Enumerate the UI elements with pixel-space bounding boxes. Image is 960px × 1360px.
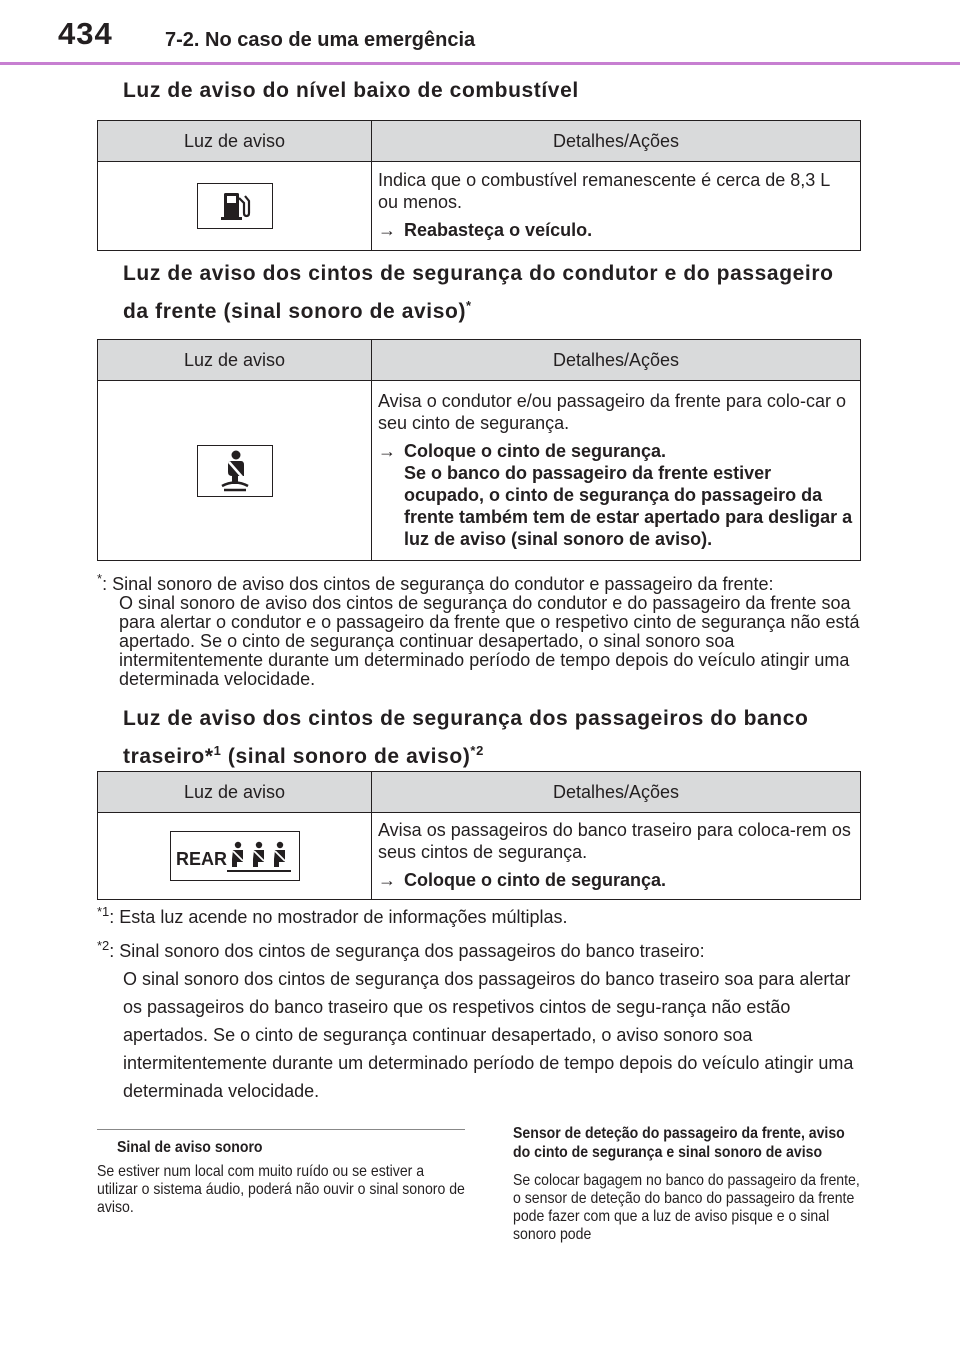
footnote-marker: *1 [97, 904, 110, 919]
footnote-rear-1 [97, 903, 867, 931]
arrow-icon: → [378, 870, 396, 890]
table-header-light: Luz de aviso [98, 121, 372, 162]
footnote-text: O sinal sonoro de aviso dos cintos de segurança do condutor e do passageiro da frente soa para alertar o condutor e o passageiro da frente que o respetivo cinto de segurança não está apertado. Se o cinto de segurança continuar desapertado, o sinal sonoro soa intermitentemente durante um determinado período de tempo depois do veículo atingir uma determinada velocidade. [119, 593, 860, 689]
warning-details: Indica que o combustível remanescente é cerca de 8,3 L ou menos. [378, 170, 830, 212]
warning-details: Avisa o condutor e/ou passageiro da frente para colo-car o seu cinto de segurança. [378, 390, 846, 433]
arrow-icon: → [378, 220, 396, 240]
footnote-text: O sinal sonoro dos cintos de segurança dos passageiros do banco traseiro soa para alertar os passageiros do banco traseiro que os respetivos cintos de segu-rança não estão apertados. Se o cinto de segurança continuar desapertado, o aviso sonoro soa intermitentemente durante um determinado período de tempo depois do veículo atingir uma determinada velocidade. [123, 969, 854, 1101]
table-header-light: Luz de aviso [98, 772, 372, 813]
footnote-marker: * [466, 298, 472, 313]
icon-cell [98, 813, 372, 900]
rear-seatbelt-warning-table [97, 771, 861, 900]
footnote-title-line [97, 937, 867, 965]
fuel-pump-icon [197, 183, 273, 229]
note-left-body [97, 1163, 517, 1217]
heading-text: da frente (sinal sonoro de aviso) [123, 300, 467, 323]
heading-text: traseiro* [123, 745, 214, 768]
page-number: 434 [58, 16, 113, 51]
footnote-marker: 1 [213, 743, 222, 758]
footnote-marker: *2 [470, 743, 484, 758]
note-right [513, 1124, 908, 1244]
rear-seatbelt-icon [170, 831, 300, 881]
footnote-marker: *2 [97, 938, 110, 953]
rear-icon-label: REAR [175, 849, 227, 869]
warning-action [378, 869, 854, 891]
seatbelt-warning-icon [197, 445, 273, 497]
heading-line: Luz de aviso dos cintos de segurança dos passageiros do banco [123, 707, 809, 730]
footnote-front-seatbelt [97, 571, 867, 689]
warning-action [378, 219, 854, 241]
note-text: Se colocar bagagem no banco do passageiro da frente, o sensor de deteção do banco do passageiro da frente pode fazer com que a luz de aviso pisque e o sinal sonoro pode [513, 1172, 860, 1243]
action-text: Coloque o cinto de segurança. [404, 440, 667, 461]
notes-divider [97, 1129, 465, 1130]
heading-text: (sinal sonoro de aviso) [221, 745, 471, 768]
header-divider [0, 62, 960, 65]
arrow-icon: → [378, 440, 396, 461]
footnote-title: : Sinal sonoro dos cintos de segurança dos passageiros do banco traseiro: [109, 941, 705, 961]
front-seatbelt-warning-table [97, 339, 861, 561]
footnote-text: : Esta luz acende no mostrador de informações múltiplas. [109, 907, 568, 927]
detail-cell [372, 381, 861, 561]
footnote-marker: * [97, 571, 103, 586]
table-header-light: Luz de aviso [98, 340, 372, 381]
footnote-rear-2 [97, 937, 867, 1105]
detail-cell [372, 813, 861, 900]
note-title: Sinal de aviso sonoro [117, 1139, 263, 1156]
chapter-title: 7-2. No caso de uma emergência [165, 29, 476, 51]
warning-action [378, 440, 854, 550]
icon-cell [98, 381, 372, 561]
icon-cell [98, 162, 372, 251]
section-heading-front-seatbelt [123, 255, 834, 331]
action-extra-text: Se o banco do passageiro da frente estiver ocupado, o cinto de segurança do passageiro da frente também tem de estar apertado para desligar a luz de aviso (sinal sonoro de aviso). [404, 462, 853, 549]
detail-cell [372, 162, 861, 251]
table-header-details: Detalhes/Ações [372, 121, 861, 162]
section-heading-rear-seatbelt [123, 700, 808, 776]
footnote-title: Sinal sonoro de aviso dos cintos de segurança do condutor e passageiro da frente: [112, 574, 774, 594]
table-header-details: Detalhes/Ações [372, 772, 861, 813]
action-text: Reabasteça o veículo. [404, 220, 593, 240]
action-text: Coloque o cinto de segurança. [404, 870, 667, 890]
footnote-title-line: *: Sinal sonoro de aviso dos cintos de segurança do condutor e passageiro da frente: [97, 571, 774, 594]
fuel-warning-table [97, 120, 861, 251]
table-header-details: Detalhes/Ações [372, 340, 861, 381]
section-heading-fuel: Luz de aviso do nível baixo de combustível [123, 79, 579, 102]
note-text: Se estiver num local com muito ruído ou se estiver a utilizar o sistema áudio, poderá não ouvir o sinal sonoro de aviso. [97, 1163, 465, 1216]
note-title: Sensor de deteção do passageiro da frente, aviso do cinto de segurança e sinal sonoro de aviso [513, 1125, 845, 1161]
heading-line [123, 293, 834, 331]
heading-line: Luz de aviso dos cintos de segurança do condutor e do passageiro [123, 262, 834, 285]
warning-details: Avisa os passageiros do banco traseiro para coloca-rem os seus cintos de segurança. [378, 820, 851, 862]
note-left [117, 1138, 507, 1157]
